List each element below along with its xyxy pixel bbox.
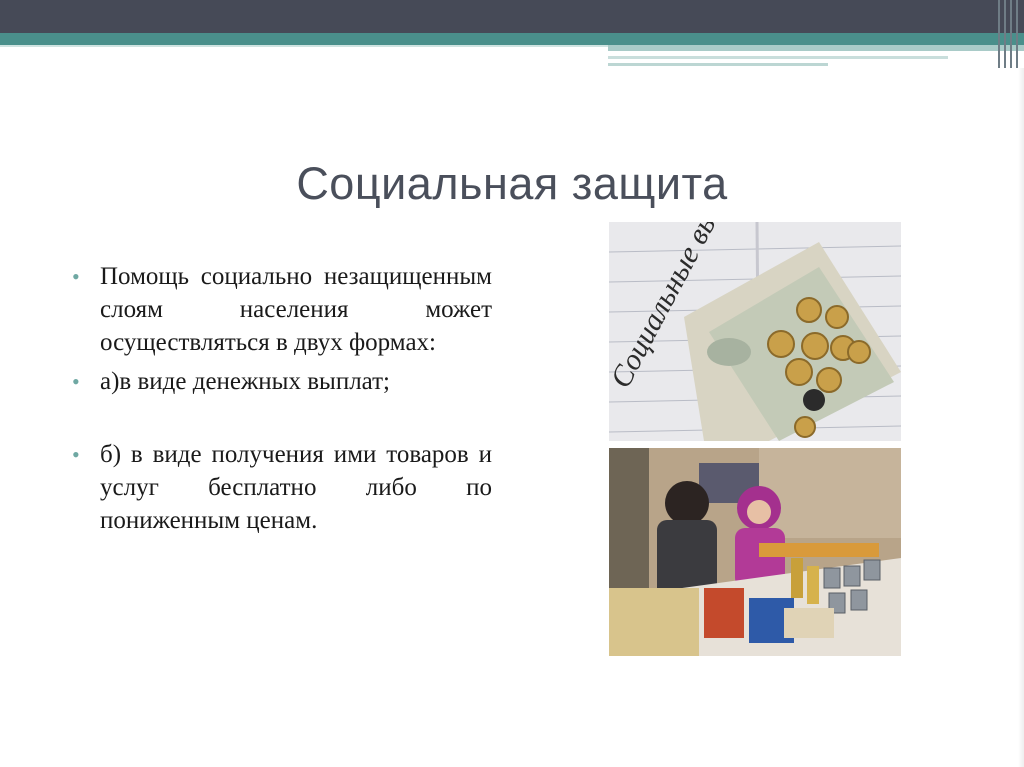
slide-title: Социальная защита	[296, 158, 728, 209]
bullet-text: а)в виде денежных выплат;	[100, 368, 390, 395]
bullet-dot-icon: •	[72, 369, 80, 394]
header-band-dark	[0, 0, 1024, 33]
aid-photo	[609, 448, 901, 656]
bullet-list	[72, 260, 492, 537]
header-band-teal	[0, 33, 1024, 45]
header-accent-line-short	[608, 63, 828, 66]
header-accent-line	[608, 56, 948, 59]
money-photo	[609, 222, 901, 441]
bullet-text: б) в виде получения ими товаров и услуг бесплатно либо по пониженным ценам.	[100, 441, 492, 534]
bullet-item	[72, 260, 492, 359]
bullet-dot-icon: •	[72, 264, 80, 289]
header-corner-decoration	[996, 0, 1024, 68]
header-thin-line	[0, 45, 608, 47]
bullet-text: Помощь социально незащищенным слоям населения может осуществляться в двух формах:	[100, 263, 492, 356]
bullet-item	[72, 438, 492, 537]
bullet-item	[72, 365, 492, 398]
bullet-dot-icon: •	[72, 442, 80, 467]
header-band-light	[608, 45, 1024, 51]
